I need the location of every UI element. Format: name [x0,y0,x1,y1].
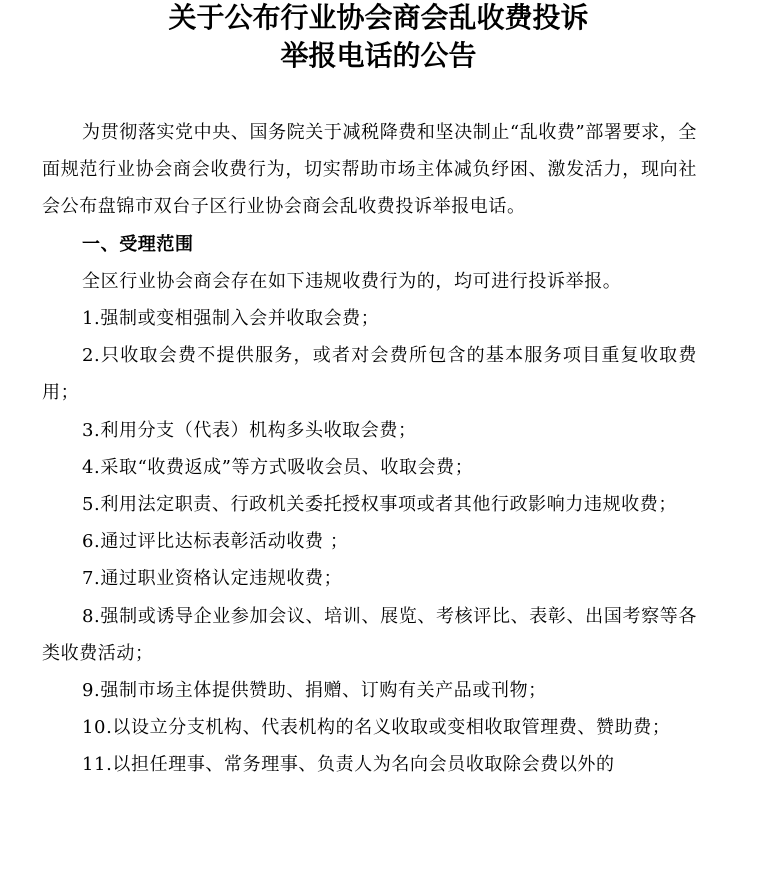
document-body [42,114,697,784]
intro-paragraph: 为贯彻落实党中央、国务院关于减税降费和坚决制止“乱收费”部署要求，全面规范行业协会商会收费行为，切实帮助市场主体减负纾困、激发活力，现向社会公布盘锦市双台子区行业协会商会乱收费投诉举报电话。 [42,122,697,218]
list-item: 11.以担任理事、常务理事、负责人为名向会员收取除会费以外的 [82,754,615,776]
list-item: 2.只收取会费不提供服务，或者对会费所包含的基本服务项目重复收取费用； [42,345,697,404]
list-item: 4.采取“收费返成”等方式吸收会员、收取会费； [82,456,474,478]
document-title-line-2: 举报电话的公告 [280,39,477,72]
section-lead-paragraph: 全区行业协会商会存在如下违规收费行为的，均可进行投诉举报。 [82,270,622,292]
list-item: 3.利用分支（代表）机构多头收取会费； [82,419,417,441]
document-title-line-1: 关于公布行业协会商会乱收费投诉 [168,1,589,34]
list-item: 6.通过评比达标表彰活动收费 ； [82,531,349,553]
list-item: 1.强制或变相强制入会并收取会费； [82,308,380,330]
list-item: 8.强制或诱导企业参加会议、培训、展览、考核评比、表彰、出国考察等各类收费活动； [42,605,697,664]
list-item: 9.强制市场主体提供赞助、捐赠、订购有关产品或刊物； [82,680,547,702]
list-item: 5.利用法定职责、行政机关委托授权事项或者其他行政影响力违规收费； [82,494,677,516]
section-heading-scope: 一、受理范围 [82,233,194,255]
list-item: 10.以设立分支机构、代表机构的名义收取或变相收取管理费、赞助费； [82,717,671,739]
list-item: 7.通过职业资格认定违规收费； [82,568,343,590]
